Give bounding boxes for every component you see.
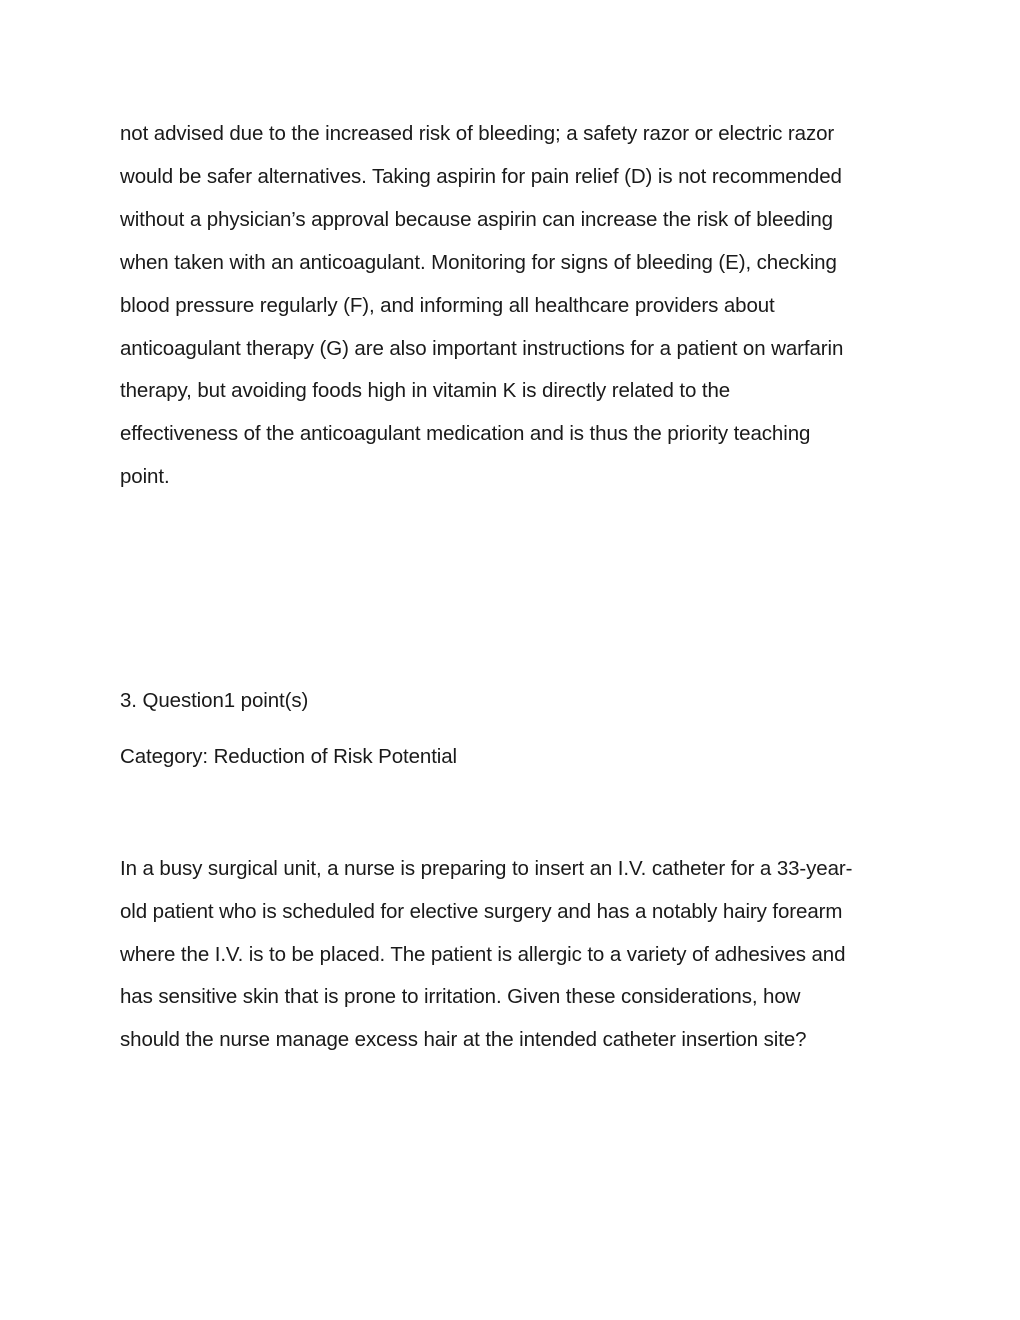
- question-category: Category: Reduction of Risk Potential: [120, 745, 458, 768]
- explanation-line: point.: [120, 465, 170, 488]
- explanation-line: when taken with an anticoagulant. Monitoring for signs of bleeding (E), checking: [120, 251, 837, 274]
- explanation-line: without a physician’s approval because aspirin can increase the risk of bleeding: [120, 208, 833, 231]
- explanation-line: blood pressure regularly (F), and informing all healthcare providers about: [120, 294, 775, 317]
- question-line: old patient who is scheduled for elective surgery and has a notably hairy forearm: [120, 900, 843, 923]
- question-header: 3. Question1 point(s): [120, 689, 309, 712]
- explanation-line: therapy, but avoiding foods high in vitamin K is directly related to the: [120, 379, 731, 402]
- explanation-line: not advised due to the increased risk of bleeding; a safety razor or electric razor: [120, 122, 835, 145]
- question-line: should the nurse manage excess hair at the intended catheter insertion site?: [120, 1028, 807, 1051]
- explanation-line: effectiveness of the anticoagulant medication and is thus the priority teaching: [120, 422, 811, 445]
- question-line: has sensitive skin that is prone to irritation. Given these considerations, how: [120, 985, 801, 1008]
- explanation-line: would be safer alternatives. Taking aspirin for pain relief (D) is not recommended: [120, 165, 842, 188]
- explanation-line: anticoagulant therapy (G) are also important instructions for a patient on warfarin: [120, 337, 844, 360]
- question-line: where the I.V. is to be placed. The patient is allergic to a variety of adhesives and: [120, 943, 846, 966]
- question-line: In a busy surgical unit, a nurse is preparing to insert an I.V. catheter for a 33-year-: [120, 857, 853, 880]
